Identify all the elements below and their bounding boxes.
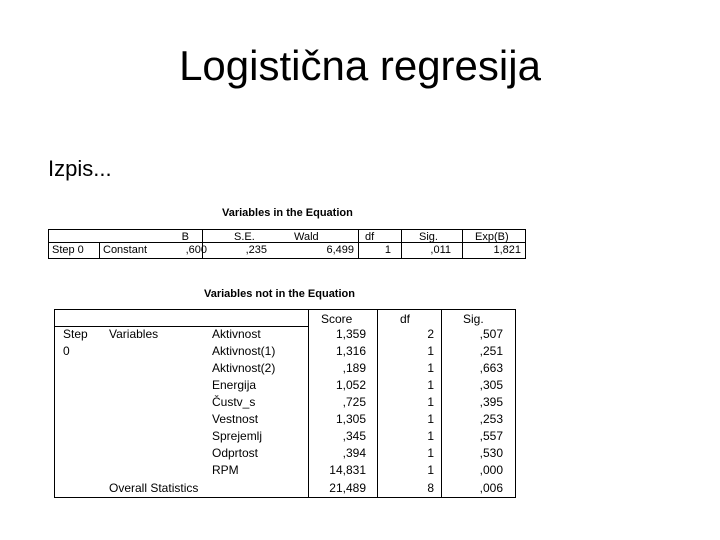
table-cell-score: ,345 xyxy=(342,429,366,443)
slide-title: Logistična regresija xyxy=(179,42,541,89)
table2-caption: Variables not in the Equation xyxy=(204,288,355,300)
table1-value-se: ,235 xyxy=(245,244,267,256)
table2-header-divider xyxy=(55,326,308,327)
table1-row-label: Constant xyxy=(103,244,148,256)
table1-header-df: df xyxy=(365,231,375,243)
table2-step-label: Step xyxy=(63,327,88,341)
table1-header-divider xyxy=(49,242,525,243)
table2-header-df: df xyxy=(400,312,411,326)
table-row-name: Aktivnost xyxy=(212,327,261,341)
table-cell-sig: ,663 xyxy=(479,361,503,375)
table1-column-divider xyxy=(462,230,463,258)
table-cell-score: 1,305 xyxy=(335,412,366,426)
overall-statistics-label: Overall Statistics xyxy=(109,481,199,495)
table-cell-df: 1 xyxy=(427,463,434,477)
table2-group-label: Variables xyxy=(109,327,159,341)
table-cell-df: 1 xyxy=(427,344,434,358)
table-row-name: RPM xyxy=(212,463,239,477)
table2-header-score: Score xyxy=(321,312,353,326)
table1-column-divider xyxy=(401,230,402,258)
table-cell-score: ,189 xyxy=(342,361,366,375)
table1-value-sig: ,011 xyxy=(430,244,451,256)
table-cell-score: ,394 xyxy=(342,446,366,460)
table2-header-sig: Sig. xyxy=(463,312,484,326)
table-row-name: Aktivnost(1) xyxy=(212,344,276,358)
table-cell-sig: ,000 xyxy=(479,463,503,477)
table-cell-sig: ,507 xyxy=(479,327,503,341)
table1-header-b: B xyxy=(181,231,189,243)
table-row-name: Odprtost xyxy=(212,446,259,460)
table-cell-sig: ,251 xyxy=(479,344,503,358)
table-row-name: Čustv_s xyxy=(212,395,256,409)
table-cell-df: 1 xyxy=(427,361,434,375)
variables-not-in-equation-table xyxy=(54,309,516,498)
table-cell-sig: ,557 xyxy=(479,429,503,443)
overall-sig: ,006 xyxy=(479,481,503,495)
table2-step-number: 0 xyxy=(63,344,70,358)
table-row-name: Vestnost xyxy=(212,412,259,426)
table-cell-score: 1,316 xyxy=(335,344,366,358)
table-cell-score: ,725 xyxy=(342,395,366,409)
table1-value-b: ,600 xyxy=(185,244,207,256)
table-cell-df: 1 xyxy=(427,412,434,426)
variables-in-equation-table xyxy=(48,229,526,259)
table1-value-wald: 6,499 xyxy=(326,244,354,256)
overall-df: 8 xyxy=(427,481,434,495)
overall-score: 21,489 xyxy=(329,481,366,495)
table1-header-wald: Wald xyxy=(294,231,319,243)
table1-header-sig: Sig. xyxy=(419,231,438,243)
table1-step-label: Step 0 xyxy=(52,244,84,256)
table-cell-sig: ,305 xyxy=(479,378,503,392)
slide-subtitle: Izpis... xyxy=(48,156,112,181)
table-cell-score: 1,359 xyxy=(335,327,366,341)
table1-column-divider xyxy=(99,243,100,258)
table-cell-sig: ,530 xyxy=(479,446,503,460)
table-row-name: Aktivnost(2) xyxy=(212,361,276,375)
table-cell-sig: ,395 xyxy=(479,395,503,409)
table1-caption: Variables in the Equation xyxy=(222,207,353,219)
table-cell-df: 2 xyxy=(427,327,434,341)
table-cell-df: 1 xyxy=(427,378,434,392)
table-cell-score: 14,831 xyxy=(329,463,366,477)
table-row-name: Sprejemlj xyxy=(212,429,263,443)
table1-header-expb: Exp(B) xyxy=(475,231,509,243)
table-row-name: Energija xyxy=(212,378,257,392)
table-cell-df: 1 xyxy=(427,446,434,460)
table-cell-score: 1,052 xyxy=(335,378,366,392)
table-cell-sig: ,253 xyxy=(479,412,503,426)
table1-value-df: 1 xyxy=(384,244,391,256)
table-cell-df: 1 xyxy=(427,395,434,409)
table-cell-df: 1 xyxy=(427,429,434,443)
table1-value-expb: 1,821 xyxy=(493,244,521,256)
table1-header-se: S.E. xyxy=(234,231,255,243)
